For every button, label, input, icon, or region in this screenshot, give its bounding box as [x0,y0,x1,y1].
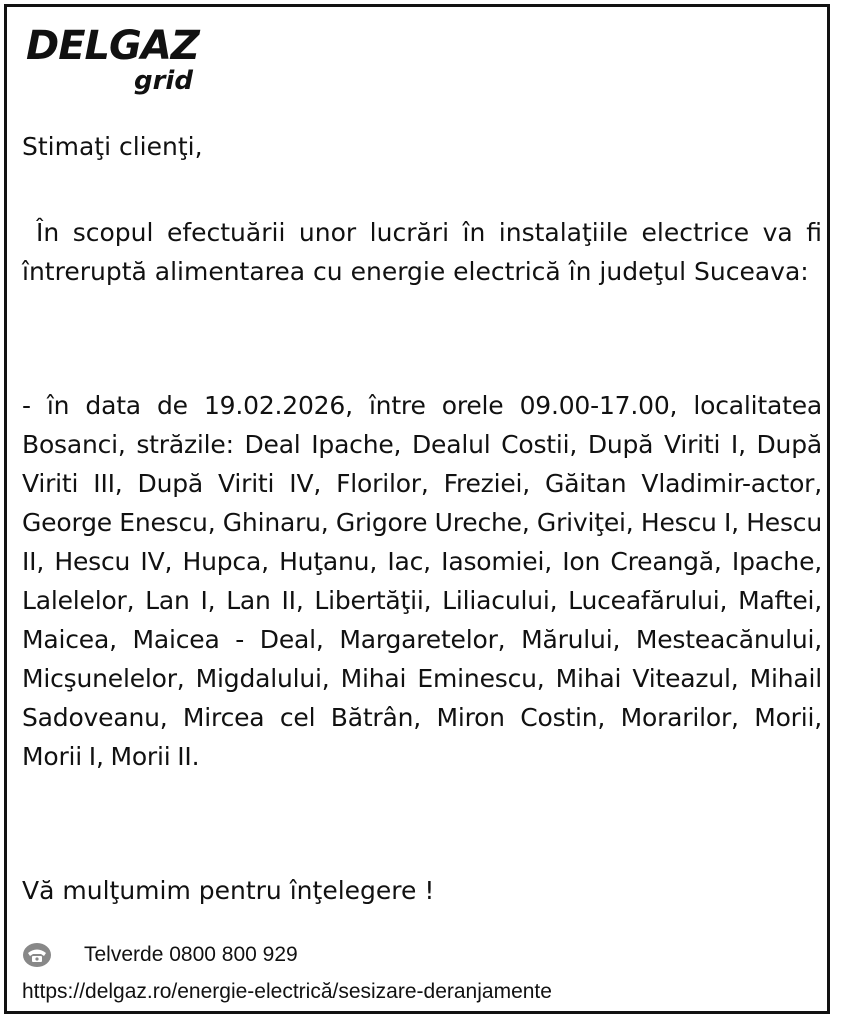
logo-wordmark: DELGAZ [26,23,199,69]
outage-details: - în data de 19.02.2026, între orele 09.00-17.00, localitatea Bosanci, străzile: Deal Ipache, Dealul Costii, După Viriti I, După Viriti III, După Viriti IV, Florilor, Freziei, Găitan Vladimir-actor, George Enescu, Ghinaru, Grigore Ureche, Griviţei, Hescu I, Hescu II, Hescu IV, Hupca, Huţanu, Iac, Iasomiei, Ion Creangă, Ipache, Lalelelor, Lan I, Lan II, Libertăţii, Liliacului, Luceafărului, Maftei, Maicea, Maicea - Deal, Margaretelor, Mărului, Mesteacănului, Micşunelelor, Migdalului, Mihai Eminescu, Mihai Viteazul, Mihail Sadoveanu, Mircea cel Bătrân, Miron Costin, Morarilor, Morii, Morii I, Morii II. [22,391,822,771]
logo-subtitle: grid [134,66,193,96]
intro-paragraph [22,213,822,291]
contact-row [22,940,802,970]
intro-text: În scopul efectuării unor lucrări în instalaţiile electrice va fi întreruptă alimentarea cu energie electrică în judeţul Suceava: [22,218,822,286]
telephone-icon [22,942,52,968]
hotline-number: Telverde 0800 800 929 [84,943,298,966]
greeting: Stimaţi clienţi, [22,132,203,161]
outage-report-link[interactable]: https://delgaz.ro/energie-electrică/sesizare-deranjamente [22,980,552,1003]
delgaz-grid-logo [26,22,226,102]
thanks-line: Vă mulţumim pentru înţelegere ! [22,876,435,905]
